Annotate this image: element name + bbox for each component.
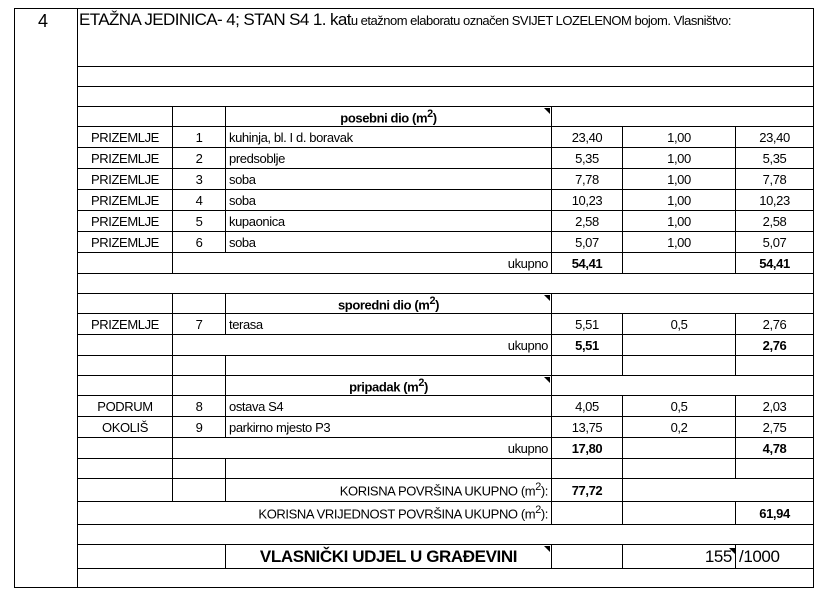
area-cell: 7,78 (552, 169, 623, 190)
coefficient-cell: 0,5 (623, 396, 736, 417)
section-header-row (78, 107, 814, 127)
total-row (78, 253, 814, 274)
area-cell: 5,35 (552, 148, 623, 169)
table-row (78, 127, 814, 148)
blank-cell (552, 545, 623, 569)
value-cell: 2,03 (736, 396, 814, 417)
area-cell: 4,05 (552, 396, 623, 417)
room-number-cell: 8 (173, 396, 226, 417)
unit-close: ) (423, 379, 428, 395)
blank-cell (173, 356, 226, 376)
table-row (78, 232, 814, 253)
coefficient-cell: 0,5 (623, 314, 736, 335)
unit-close: ) (432, 110, 437, 126)
korisna-row (78, 479, 814, 502)
blank-cell (623, 502, 736, 525)
total-value: 54,41 (736, 253, 814, 274)
blank-cell (226, 356, 552, 376)
room-number-cell: 2 (173, 148, 226, 169)
spacer-row (78, 87, 814, 107)
total-area: 17,80 (552, 438, 623, 459)
value-cell: 7,78 (736, 169, 814, 190)
blank-cell (78, 356, 173, 376)
blank-cell (736, 356, 814, 376)
blank-cell (623, 253, 736, 274)
table-row (78, 314, 814, 335)
korisna-label (226, 479, 552, 502)
coefficient-cell: 1,00 (623, 127, 736, 148)
blank-cell (78, 107, 173, 127)
room-name-cell: parkirno mjesto P3 (226, 417, 552, 438)
section-heading-text: posebni dio (m (340, 110, 428, 126)
section-heading-text: sporedni dio (m (337, 297, 430, 313)
area-cell: 5,51 (552, 314, 623, 335)
total-area: 54,41 (552, 253, 623, 274)
blank-cell (78, 253, 173, 274)
area-cell: 2,58 (552, 211, 623, 232)
floor-cell: PRIZEMLJE (78, 211, 173, 232)
room-name-cell: predsoblje (226, 148, 552, 169)
udjel-label: VLASNIČKI UDJEL U GRAĐEVINI (226, 545, 552, 569)
floor-cell: PRIZEMLJE (78, 169, 173, 190)
blank-cell (552, 294, 814, 314)
blank-row (78, 356, 814, 376)
udjel-numerator (623, 545, 736, 569)
coefficient-cell: 1,00 (623, 169, 736, 190)
room-name-cell: terasa (226, 314, 552, 335)
section-header-row (78, 294, 814, 314)
table-row (78, 396, 814, 417)
unit-superscript: 2 (429, 294, 436, 307)
room-number-cell: 3 (173, 169, 226, 190)
blank-cell (78, 459, 173, 479)
spacer-row (78, 67, 814, 87)
unit-superscript: 2 (535, 481, 541, 494)
blank-cell (173, 107, 226, 127)
title-rest: u etažnom elaboratu označen SVIJET LOZELENOM bojom. Vlasništvo: (350, 13, 731, 28)
item-number: 4 (38, 11, 49, 31)
area-cell: 13,75 (552, 417, 623, 438)
floor-cell: PRIZEMLJE (78, 232, 173, 253)
floor-cell: PRIZEMLJE (78, 127, 173, 148)
area-cell: 23,40 (552, 127, 623, 148)
total-label: ukupno (173, 253, 552, 274)
table-row (78, 169, 814, 190)
room-name-cell: soba (226, 169, 552, 190)
udjel-denominator: /1000 (736, 545, 814, 569)
blank-cell (78, 294, 173, 314)
unit-close: ) (435, 297, 440, 313)
blank-cell (78, 545, 226, 569)
blank-cell (552, 459, 623, 479)
unit-superscript: 2 (418, 376, 424, 389)
blank-cell (552, 502, 623, 525)
blank-cell (623, 335, 736, 356)
coefficient-cell: 0,2 (623, 417, 736, 438)
value-cell: 2,76 (736, 314, 814, 335)
unit-close: ): (540, 506, 548, 522)
pripadak-heading (226, 376, 552, 396)
title-main: ETAŽNA JEDINICA- 4; STAN S4 1. kat (79, 10, 351, 29)
korisna-value: 77,72 (552, 479, 623, 502)
floor-cell: OKOLIŠ (78, 417, 173, 438)
blank-cell (173, 459, 226, 479)
unit-title (79, 10, 731, 30)
vrijednost-label-text: KORISNA VRIJEDNOST POVRŠINA UKUPNO (m (258, 506, 536, 522)
room-number-cell: 7 (173, 314, 226, 335)
coefficient-cell: 1,00 (623, 148, 736, 169)
blank-row (78, 459, 814, 479)
floor-cell: PRIZEMLJE (78, 314, 173, 335)
section-heading-text: pripadak (m (349, 379, 419, 395)
room-name-cell: kupaonica (226, 211, 552, 232)
floor-cell: PODRUM (78, 396, 173, 417)
ownership-table (77, 66, 814, 569)
value-cell: 23,40 (736, 127, 814, 148)
blank-cell (736, 459, 814, 479)
room-number-cell: 6 (173, 232, 226, 253)
posebni-heading (226, 107, 552, 127)
table-row (78, 211, 814, 232)
blank-cell (552, 356, 623, 376)
total-label: ukupno (173, 335, 552, 356)
room-name-cell: kuhinja, bl. I d. boravak (226, 127, 552, 148)
room-name-cell: soba (226, 232, 552, 253)
vrijednost-label (78, 502, 552, 525)
blank-cell (173, 294, 226, 314)
total-value: 4,78 (736, 438, 814, 459)
total-label: ukupno (173, 438, 552, 459)
udjel-numerator-text: 155 (704, 546, 732, 566)
coefficient-cell: 1,00 (623, 190, 736, 211)
vrijednost-row (78, 502, 814, 525)
coefficient-cell: 1,00 (623, 232, 736, 253)
item-number-column (14, 8, 78, 588)
spacer-cell (78, 87, 814, 107)
value-cell: 10,23 (736, 190, 814, 211)
spacer-cell (78, 67, 814, 87)
blank-cell (552, 376, 814, 396)
total-value: 2,76 (736, 335, 814, 356)
table-row (78, 190, 814, 211)
area-cell: 10,23 (552, 190, 623, 211)
unit-close: ): (540, 483, 548, 499)
value-cell: 5,07 (736, 232, 814, 253)
area-cell: 5,07 (552, 232, 623, 253)
total-row (78, 335, 814, 356)
spacer-row (78, 274, 814, 294)
room-number-cell: 1 (173, 127, 226, 148)
room-number-cell: 9 (173, 417, 226, 438)
room-number-cell: 4 (173, 190, 226, 211)
blank-cell (623, 438, 736, 459)
spacer-cell (78, 274, 814, 294)
blank-cell (78, 335, 173, 356)
blank-cell (78, 479, 173, 502)
unit-superscript: 2 (427, 107, 433, 120)
total-row (78, 438, 814, 459)
room-number-cell: 5 (173, 211, 226, 232)
blank-cell (173, 479, 226, 502)
spacer-row (78, 525, 814, 545)
table-row (78, 148, 814, 169)
blank-cell (78, 438, 173, 459)
value-cell: 2,58 (736, 211, 814, 232)
blank-cell (552, 107, 814, 127)
floor-cell: PRIZEMLJE (78, 148, 173, 169)
korisna-label-text: KORISNA POVRŠINA UKUPNO (m (339, 483, 536, 499)
spacer-cell (78, 525, 814, 545)
blank-cell (623, 459, 736, 479)
value-cell: 5,35 (736, 148, 814, 169)
vrijednost-value: 61,94 (736, 502, 814, 525)
room-name-cell: soba (226, 190, 552, 211)
room-name-cell: ostava S4 (226, 396, 552, 417)
value-cell: 2,75 (736, 417, 814, 438)
total-area: 5,51 (552, 335, 623, 356)
table-row (78, 417, 814, 438)
unit-superscript: 2 (535, 504, 541, 517)
udjel-row (78, 545, 814, 569)
blank-cell (226, 459, 552, 479)
floor-cell: PRIZEMLJE (78, 190, 173, 211)
blank-cell (623, 356, 736, 376)
sporedni-heading (226, 294, 552, 314)
coefficient-cell: 1,00 (623, 211, 736, 232)
blank-cell (78, 376, 173, 396)
blank-cell (173, 376, 226, 396)
section-header-row (78, 376, 814, 396)
blank-cell (623, 479, 814, 502)
